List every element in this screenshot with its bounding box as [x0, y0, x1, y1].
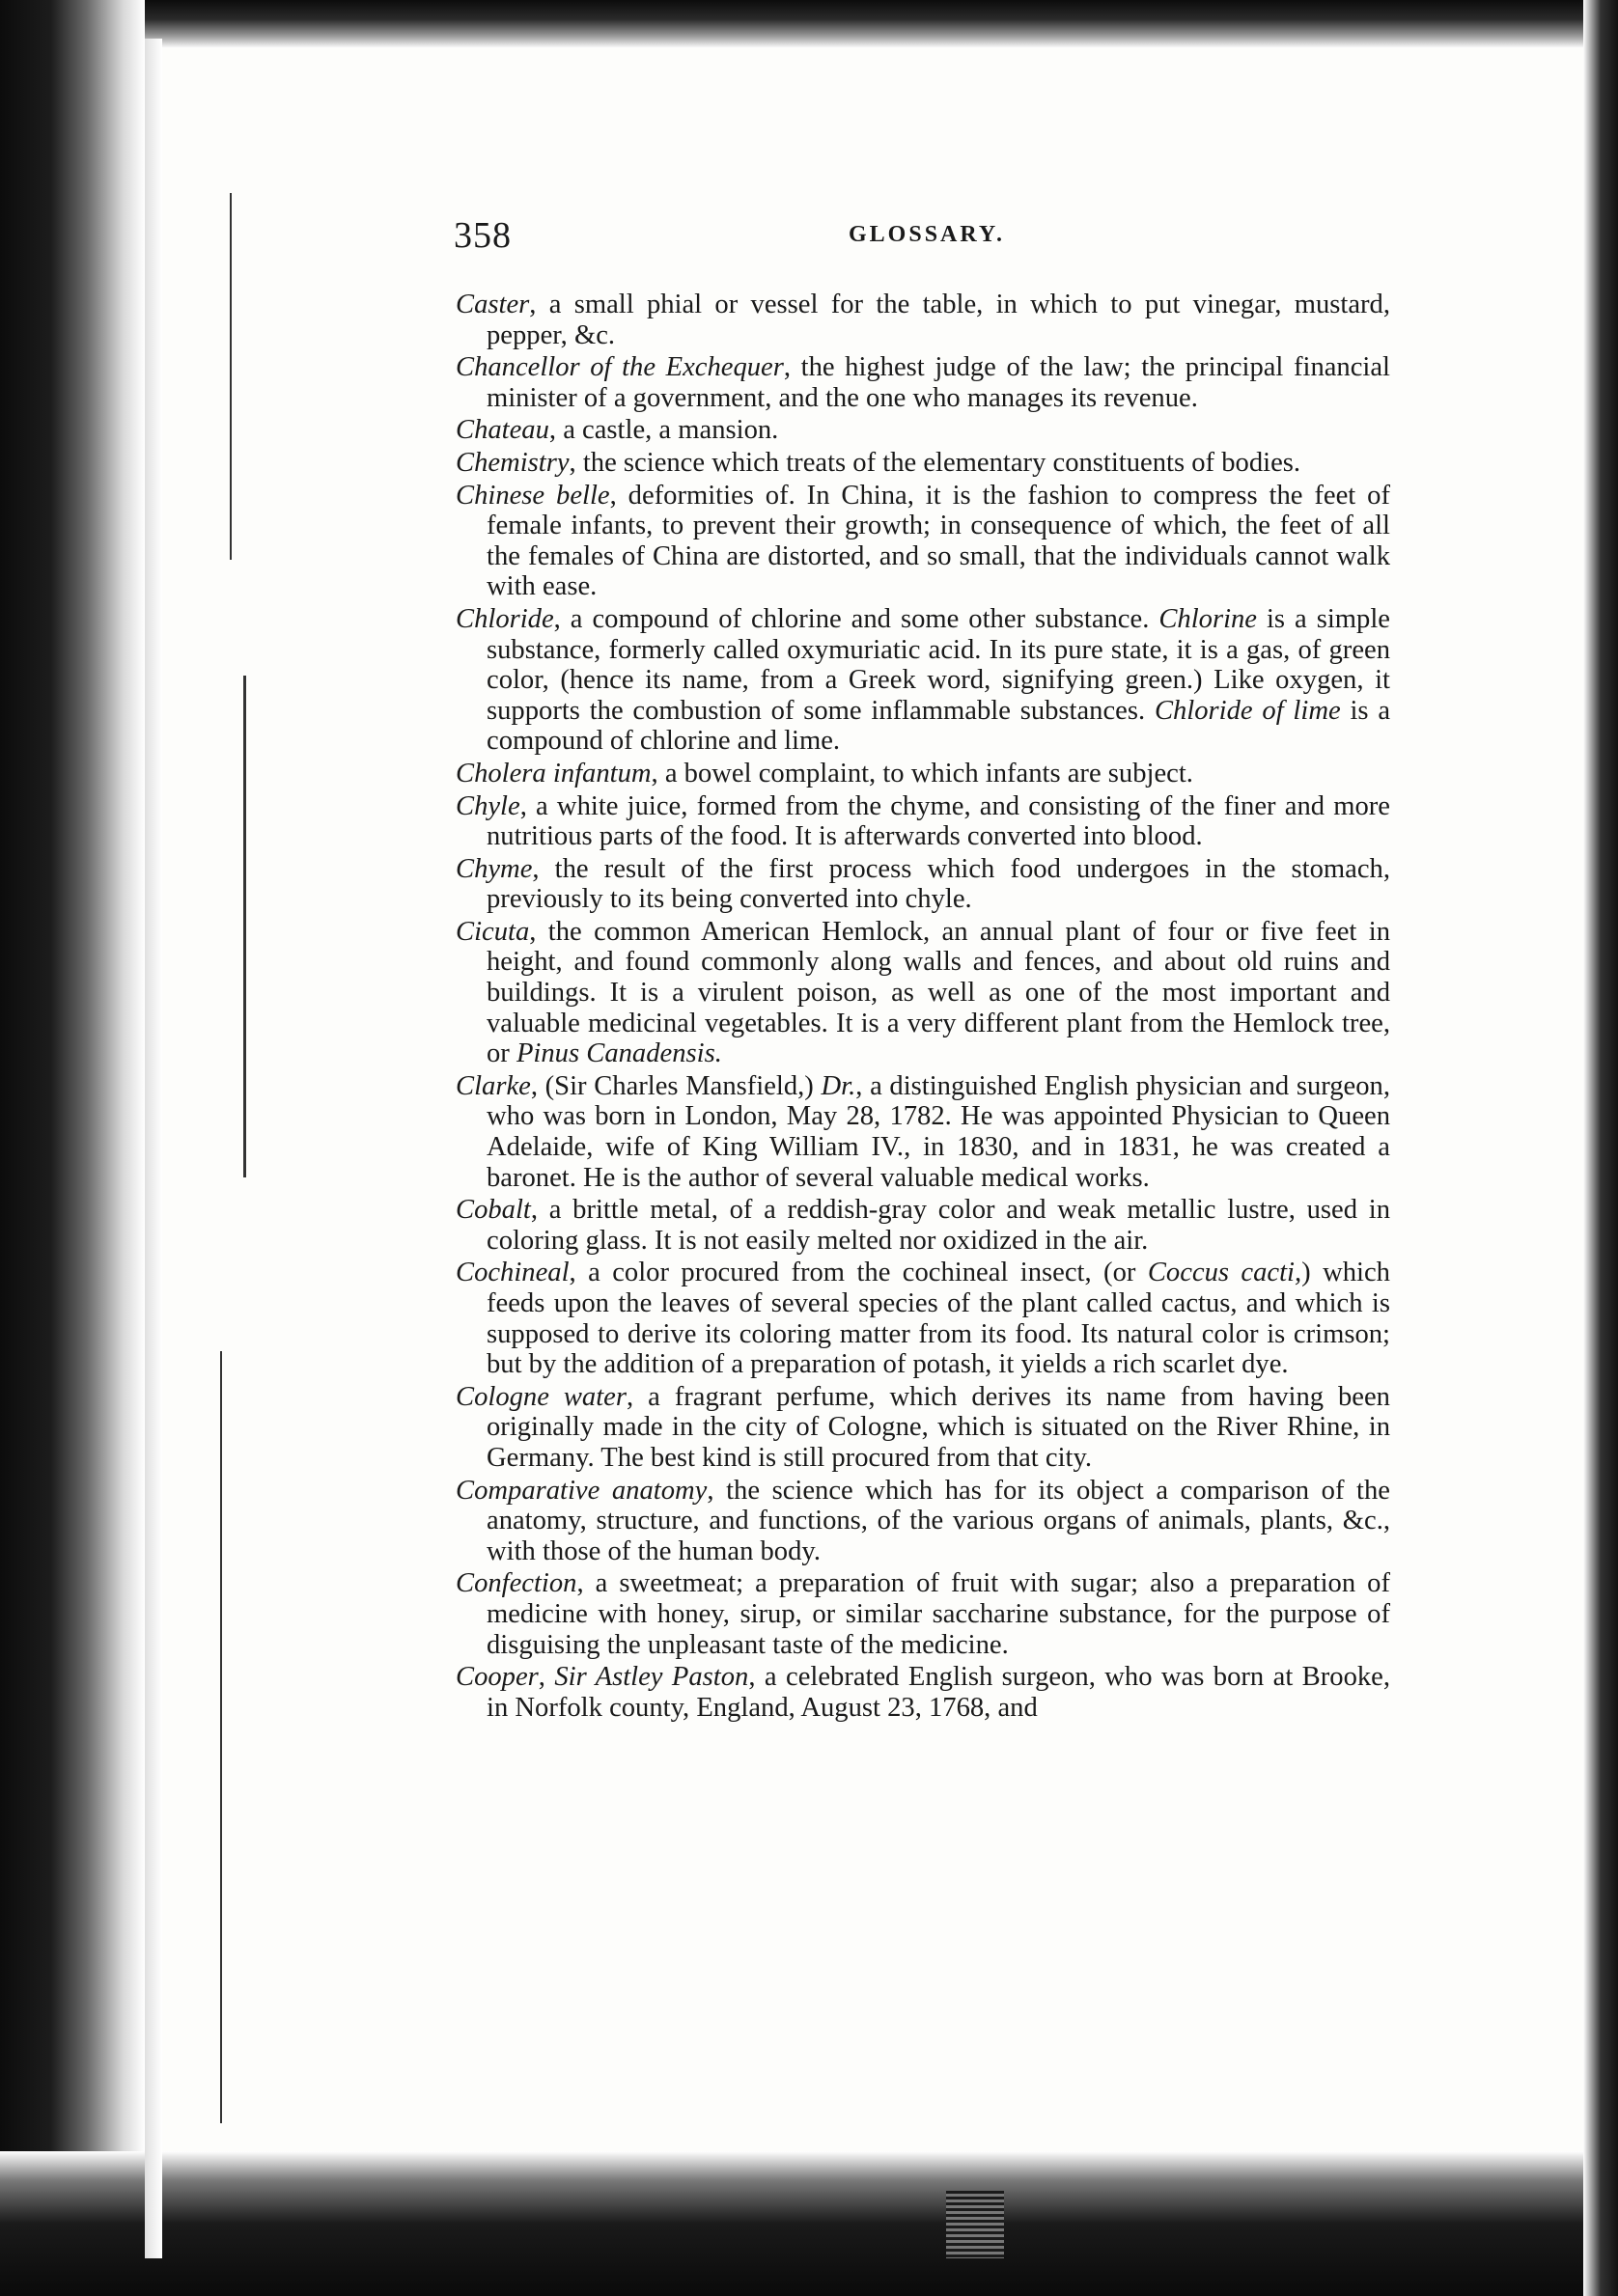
entry-text: , — [538, 1662, 555, 1693]
entry-term: Cochineal — [456, 1258, 570, 1288]
entry-term: Chyle — [456, 790, 520, 821]
glossary-entry-chloride — [456, 604, 1390, 757]
entry-text: , deformities of. In China, it is the fashion to compress the feet of female infants, to prevent their growth; in consequence of which, the feet of all the females of China are distorted, and so small, that the individuals cannot walk with ease. — [487, 480, 1390, 602]
glossary-entry-chyle — [456, 791, 1390, 852]
page-header-title: GLOSSARY. — [849, 222, 1005, 247]
entry-term: Chloride — [456, 603, 554, 634]
running-head — [454, 214, 1400, 264]
entry-term: Caster — [456, 290, 530, 319]
entry-term: Chinese belle — [456, 480, 610, 511]
glossary-entry-chyme — [456, 854, 1390, 915]
entry-subterm: Pinus Canadensis. — [516, 1038, 722, 1069]
entry-text: , a compound of chlorine and some other substance. — [553, 603, 1159, 634]
entry-text: , a small phial or vessel for the table, in which to put vinegar, mustard, pepper, &c. — [487, 290, 1390, 350]
entry-term: Cobalt — [456, 1195, 531, 1226]
entry-term: Cicuta — [456, 916, 530, 947]
scan-edge-bottom — [0, 2151, 1618, 2296]
entry-term: Cologne water — [456, 1381, 627, 1412]
glossary-entry-cicuta — [456, 917, 1390, 1069]
entry-text: , the highest judge of the law; the principal financial minister of a government, and the one who manages its revenue. — [487, 352, 1390, 413]
glossary-entry-chemistry — [456, 448, 1390, 479]
entry-subterm: Dr. — [821, 1070, 856, 1101]
entry-subterm: Sir Astley Paston — [554, 1662, 749, 1693]
gutter-shadow-line — [243, 676, 246, 1177]
glossary-entry-cochineal — [456, 1258, 1390, 1379]
entry-text: , a celebrated English surgeon, who was born at Brooke, in Norfolk county, England, August 23, 1768, and — [487, 1662, 1390, 1723]
entry-subterm: Chloride of lime — [1154, 695, 1341, 726]
gutter-shadow-line — [230, 193, 232, 560]
entry-term: Chyme — [456, 853, 533, 884]
entry-term: Chateau — [456, 415, 549, 446]
entry-text: , a distinguished English physician and surgeon, who was born in London, May 28, 1782. He was appointed Physician to Queen Adelaide, wife of King William IV., in 1830, and in 1831, he was created a baronet. He is the author of several valuable medical works. — [487, 1070, 1390, 1193]
entry-term: Comparative anatomy — [456, 1475, 708, 1506]
glossary-entry-chancellor — [456, 352, 1390, 413]
entry-term: Cholera infantum — [456, 758, 652, 788]
entry-term: Chemistry — [456, 447, 570, 478]
entry-subterm: Coccus cacti, — [1147, 1258, 1302, 1288]
glossary-entry-cologne-water — [456, 1382, 1390, 1474]
entry-text: ) which feeds upon the leaves of several species of the plant called cactus, and which is supposed to derive its coloring matter from its food. Its natural color is crimson; but by the addition of a preparation of potash, it yields a rich scarlet dye. — [487, 1258, 1390, 1380]
entry-text: , the result of the first process which food undergoes in the stomach, previously to its being converted into chyle. — [487, 853, 1390, 915]
glossary-entries — [456, 290, 1390, 1725]
scan-edge-top — [0, 0, 1618, 48]
glossary-entry-cooper — [456, 1662, 1390, 1723]
entry-text: , the science which has for its object a comparison of the anatomy, structure, and functions, of the various organs of animals, plants, &c., with those of the human body. — [487, 1475, 1390, 1566]
entry-text: , the science which treats of the elementary constituents of bodies. — [569, 447, 1301, 478]
entry-text: , a brittle metal, of a reddish-gray color and weak metallic lustre, used in coloring glass. It is not easily melted nor oxidized in the air. — [487, 1195, 1390, 1256]
glossary-entry-chateau — [456, 415, 1390, 446]
entry-text: is a compound of chlorine and lime. — [487, 695, 1391, 757]
entry-text: , (Sir Charles Mansfield,) — [530, 1070, 822, 1101]
glossary-entry-clarke — [456, 1071, 1390, 1193]
entry-text: , a bowel complaint, to which infants are subject. — [651, 758, 1193, 788]
glossary-entry-comparative-anatomy — [456, 1476, 1390, 1567]
glossary-entry-cobalt — [456, 1195, 1390, 1256]
scan-edge-right — [1583, 0, 1618, 2296]
scan-edge-left — [0, 0, 145, 2296]
entry-term: Confection — [456, 1568, 577, 1599]
entry-text: is a simple substance, formerly called oxymuriatic acid. In its pure state, it is a gas, of green color, (hence its name, from a Greek word, signifying green.) Like oxygen, it supports the combustion of some inflammable substances. — [487, 603, 1390, 726]
entry-text: , a color procured from the cochineal insect, (or — [569, 1258, 1148, 1288]
entry-text: , a white juice, formed from the chyme, and consisting of the finer and more nutritious parts of the food. It is afterwards converted into blood. — [487, 790, 1390, 852]
entry-subterm: Chlorine — [1158, 603, 1257, 634]
entry-text: , the common American Hemlock, an annual plant of four or five feet in height, and found commonly along walls and fences, and about old ruins and buildings. It is a virulent poison, as well as one of the most important and valuable medicinal vegetables. It is a very different plant from the Hemlock tree, or — [487, 916, 1390, 1069]
glossary-entry-chinese-belle — [456, 481, 1390, 602]
entry-text: , a fragrant perfume, which derives its name from having been originally made in the city of Cologne, which is situated on the River Rhine, in Germany. The best kind is still procured from that city. — [487, 1381, 1390, 1473]
glossary-entry-caster — [456, 290, 1390, 350]
page-number: 358 — [454, 215, 512, 256]
page-gutter-shadow — [145, 39, 162, 2258]
entry-term: Clarke — [456, 1070, 531, 1101]
gutter-shadow-line — [220, 1351, 222, 2123]
glossary-entry-cholera-infantum — [456, 759, 1390, 789]
entry-term: Chancellor of the Exchequer — [456, 352, 784, 383]
entry-term: Cooper — [456, 1662, 539, 1693]
glossary-entry-confection — [456, 1568, 1390, 1660]
entry-text: , a sweetmeat; a preparation of fruit with sugar; also a preparation of medicine with honey, sirup, or similar saccharine substance, for the purpose of disguising the unpleasant taste of the medicine. — [487, 1568, 1390, 1660]
entry-text: , a castle, a mansion. — [548, 415, 779, 446]
scan-footer-artifact — [946, 2191, 1004, 2258]
